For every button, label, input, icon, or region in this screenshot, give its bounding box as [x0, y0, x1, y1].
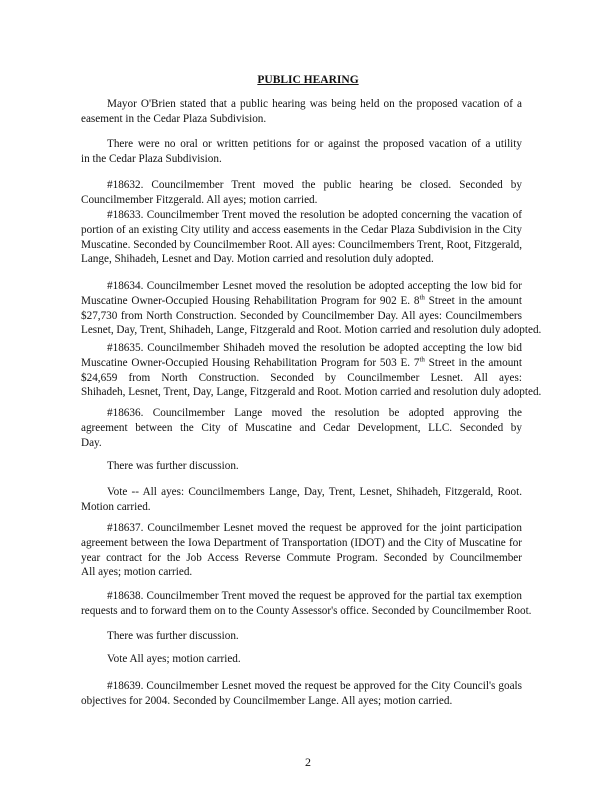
- paragraph: [81, 279, 542, 338]
- paragraph-line: $27,730 from North Construction. Seconded by Councilmember Day. All ayes: Councilmembers: [81, 309, 522, 322]
- paragraph-line: #18636. Councilmember Lange moved the resolution be adopted approving the: [107, 407, 522, 419]
- paragraph-line: There was further discussion.: [107, 460, 239, 472]
- paragraph-line: #18633. Councilmember Trent moved the resolution be adopted concerning the vacation of: [107, 209, 522, 221]
- paragraph: [81, 485, 522, 515]
- paragraph-line: Shihadeh, Lesnet, Trent, Day, Lange, Fitzgerald and Root. Motion carried and resolution duly adopted.: [81, 386, 542, 399]
- paragraph-line: Lange, Shihadeh, Lesnet and Day. Motion carried and resolution duly adopted.: [81, 253, 434, 266]
- paragraph-line: Mayor O'Brien stated that a public hearing was being held on the proposed vacation of a: [107, 98, 522, 110]
- ordinal-suffix: th: [419, 355, 425, 364]
- paragraph: [81, 629, 522, 644]
- paragraph-line: Vote -- All ayes: Councilmembers Lange, Day, Trent, Lesnet, Shihadeh, Fitzgerald, Root.: [107, 486, 522, 498]
- paragraph-line: #18632. Councilmember Trent moved the public hearing be closed. Seconded by: [107, 179, 522, 191]
- paragraph-line: #18638. Councilmember Trent moved the request be approved for the partial tax exemption: [107, 590, 522, 602]
- paragraph: [81, 521, 522, 580]
- paragraph-line: Motion carried.: [81, 500, 151, 513]
- paragraph: [81, 97, 522, 127]
- ordinal-suffix: th: [419, 293, 425, 302]
- paragraph: [81, 652, 522, 667]
- paragraph: [81, 137, 522, 167]
- paragraph-line: requests and to forward them on to the County Assessor's office. Seconded by Councilmember Root.: [81, 604, 532, 617]
- paragraph-line: Muscatine Owner-Occupied Housing Rehabilitation Program for 503 E. 7th Street in the amount: [81, 355, 522, 369]
- paragraph: [81, 341, 542, 400]
- paragraph-line: $24,659 from North Construction. Seconded by Councilmember Lesnet. All ayes:: [81, 371, 522, 384]
- paragraph-line: Muscatine. Seconded by Councilmember Root. All ayes: Councilmembers Trent, Root, Fitzgerald,: [81, 238, 522, 251]
- paragraph-line: easement in the Cedar Plaza Subdivision.: [81, 112, 267, 125]
- paragraph: [81, 459, 522, 474]
- section-title: PUBLIC HEARING: [257, 74, 359, 86]
- paragraph: [81, 178, 522, 208]
- paragraph-line: #18637. Councilmember Lesnet moved the request be approved for the joint participation: [107, 522, 522, 534]
- paragraph-line: #18639. Councilmember Lesnet moved the request be approved for the City Council's goals: [107, 680, 522, 692]
- paragraph-line: All ayes; motion carried.: [81, 566, 193, 579]
- paragraph-line: There were no oral or written petitions for or against the proposed vacation of a utility: [107, 138, 522, 150]
- paragraph-line: Councilmember Fitzgerald. All ayes; motion carried.: [81, 193, 318, 206]
- paragraph-line: year contract for the Job Access Reverse Commute Program. Seconded by Councilmember: [81, 551, 522, 564]
- page-number: 2: [305, 755, 311, 769]
- paragraph: [81, 679, 522, 709]
- paragraph-line: Muscatine Owner-Occupied Housing Rehabilitation Program for 902 E. 8th Street in the amount: [81, 293, 522, 307]
- paragraph-line: in the Cedar Plaza Subdivision.: [81, 152, 222, 165]
- paragraph: [81, 589, 532, 619]
- paragraph-line: Lesnet, Day, Trent, Shihadeh, Lange, Fitzgerald and Root. Motion carried and resolution duly adopted.: [81, 324, 542, 337]
- paragraph-line: #18634. Councilmember Lesnet moved the resolution be adopted accepting the low bid for: [107, 280, 522, 292]
- paragraph-line: agreement between the Iowa Department of Transportation (IDOT) and the City of Muscatine for: [81, 536, 522, 549]
- paragraph-line: #18635. Councilmember Shihadeh moved the resolution be adopted accepting the low bid: [107, 342, 522, 354]
- paragraph-line: There was further discussion.: [107, 630, 239, 642]
- paragraph-line: agreement between the City of Muscatine and Cedar Development, LLC. Seconded by: [81, 421, 522, 434]
- paragraph-line: objectives for 2004. Seconded by Councilmember Lange. All ayes; motion carried.: [81, 694, 453, 707]
- paragraph: [81, 208, 522, 267]
- paragraph-line: portion of an existing City utility and access easements in the Cedar Plaza Subdivision in the City: [81, 223, 522, 236]
- paragraph-line: Day.: [81, 436, 102, 449]
- paragraph-line: Vote All ayes; motion carried.: [107, 653, 241, 665]
- paragraph: [81, 406, 522, 450]
